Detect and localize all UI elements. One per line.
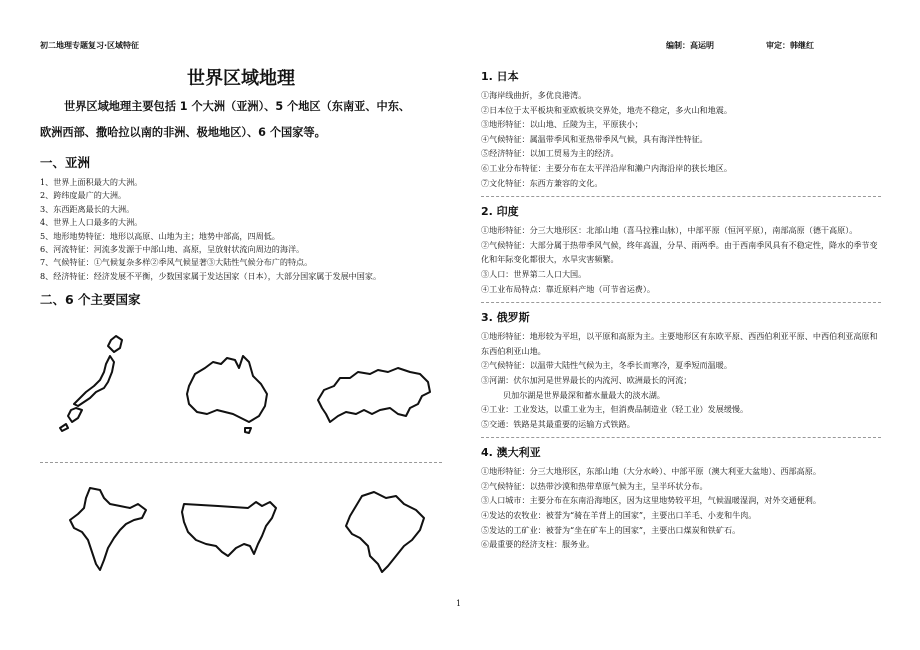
russia-item: ④工业：工业发达，以重工业为主，但消费品制造业（轻工业）发展缓慢。 <box>481 404 749 415</box>
australia-item: ⑤发达的工矿业：被誉为“坐在矿车上的国家”，主要出口煤炭和铁矿石。 <box>481 524 741 535</box>
countries-heading: 二、6 个主要国家 <box>40 292 141 308</box>
australia-item: ⑥最重要的经济支柱：服务业。 <box>481 539 595 550</box>
asia-item: 8、经济特征：经济发展不平衡，少数国家属于发达国家（日本），大部分国家属于发展中国家。 <box>40 270 382 281</box>
japan-item: ②日本位于太平板块和亚欧板块交界处，地壳不稳定，多火山和地震。 <box>481 104 732 115</box>
right-column <box>481 66 881 552</box>
japan-title: 1. 日本 <box>481 70 519 83</box>
russia-item: ⑤交通：铁路是其最重要的运输方式铁路。 <box>481 418 635 429</box>
india-title: 2. 印度 <box>481 205 519 219</box>
japan-item: ⑥工业分布特征：主要分布在太平洋沿岸和濑户内海沿岸的狭长地区。 <box>481 162 732 173</box>
header-editor: 编制：高运明 <box>666 41 714 50</box>
section-divider <box>481 302 881 303</box>
russia-item: ①地形特征：地形较为平坦，以平原和高原为主。主要地形区有东欧平原、西西伯利亚平原、中西伯利亚高原和东西伯利亚山地。 <box>481 331 878 356</box>
australia-item: ①地形特征：分三大地形区，东部山地（大分水岭）、中部平原（澳大利亚大盆地）、西部高原。 <box>481 466 821 477</box>
japan-item: ③地形特征：以山地、丘陵为主，平原狭小； <box>481 119 643 130</box>
japan-list <box>481 88 881 190</box>
japan-section <box>481 66 881 197</box>
asia-item: 6、河流特征：河流多发源于中部山地、高原，呈放射状流向周边的海洋。 <box>40 244 305 255</box>
russia-map <box>314 364 434 426</box>
page-number: 1 <box>456 599 462 608</box>
russia-title: 3. 俄罗斯 <box>481 311 530 325</box>
left-column <box>40 66 442 311</box>
asia-list <box>40 176 442 283</box>
india-list <box>481 223 881 296</box>
japan-map <box>56 332 136 432</box>
intro-line-2: 欧洲西部、撒哈拉以南的非洲、极地地区）、6 个国家等。 <box>40 126 326 139</box>
russia-section <box>481 307 881 438</box>
india-item: ③人口：世界第二人口大国。 <box>481 268 587 279</box>
intro-paragraph <box>40 94 442 146</box>
russia-item: ③河湖：伏尔加河是世界最长的内流河、欧洲最长的河流； <box>481 374 692 385</box>
india-section <box>481 201 881 303</box>
australia-item: ②气候特征：以热带沙漠和热带草原气候为主，呈半环状分布。 <box>481 480 708 491</box>
japan-item: ⑤经济特征：以加工贸易为主的经济。 <box>481 148 619 159</box>
intro-line-1: 世界区域地理主要包括 1 个大洲（亚洲）、5 个地区（东南亚、中东、 <box>64 100 411 113</box>
page-title: 世界区域地理 <box>187 68 295 89</box>
asia-item: 3、东西距离最长的大洲。 <box>40 203 135 214</box>
japan-item: ④气候特征：属温带季风和亚热带季风气候，具有海洋性特征。 <box>481 133 708 144</box>
australia-title: 4. 澳大利亚 <box>481 446 541 460</box>
russia-list <box>481 329 881 431</box>
asia-heading: 一、亚洲 <box>40 155 91 170</box>
australia-section <box>481 442 881 552</box>
japan-item: ①海岸线曲折，多优良港湾。 <box>481 90 587 100</box>
usa-map <box>178 496 282 566</box>
australia-map <box>183 352 273 434</box>
india-map <box>64 484 150 574</box>
japan-item: ⑦文化特征：东西方兼容的文化。 <box>481 177 603 188</box>
asia-item: 7、气候特征：①气候复杂多样②季风气候显著③大陆性气候分布广的特点。 <box>40 257 313 268</box>
india-item: ①地形特征：分三大地形区：北部山地（喜马拉雅山脉），中部平原（恒河平原），南部高原（德干高原）。 <box>481 225 858 236</box>
section-divider <box>481 196 881 197</box>
section-divider <box>481 437 881 438</box>
asia-item: 4、世界上人口最多的大洲。 <box>40 217 143 228</box>
country-maps <box>40 326 442 576</box>
india-item: ④工业布局特点：靠近原料产地（可节省运费）。 <box>481 283 656 294</box>
section-divider <box>40 462 442 463</box>
asia-item: 1、世界上面积最大的大洲。 <box>40 177 143 187</box>
india-item: ②气候特征：大部分属于热带季风气候，终年高温，分旱、雨两季。由于西南季风具有不稳定性，降水的季节变化和年际变化都很大，水旱灾害频繁。 <box>481 239 878 265</box>
header-reviewer: 审定：韩继红 <box>766 41 814 50</box>
brazil-map <box>340 486 430 576</box>
australia-list <box>481 464 881 552</box>
asia-item: 2、跨纬度最广的大洲。 <box>40 190 127 201</box>
intro-line <box>40 94 442 120</box>
russia-item: ②气候特征：以温带大陆性气候为主，冬季长而寒冷，夏季短而温暖。 <box>481 360 732 371</box>
australia-item: ③人口城市：主要分布在东南沿海地区，因为这里地势较平坦，气候温暖湿润，对外交通便利。 <box>481 495 821 506</box>
header-course-title: 初二地理专题复习·区域特征 <box>40 41 140 50</box>
russia-item: 贝加尔湖是世界最深和蓄水量最大的淡水湖。 <box>503 389 665 400</box>
asia-item: 5、地形地势特征：地形以高原、山地为主；地势中部高，四周低。 <box>40 230 280 241</box>
australia-item: ④发达的农牧业：被誉为“骑在羊背上的国家”，主要出口羊毛、小麦和牛肉。 <box>481 510 757 521</box>
